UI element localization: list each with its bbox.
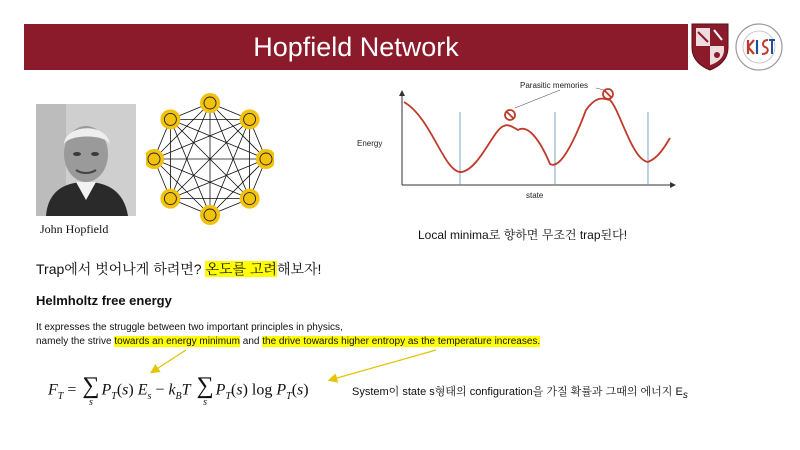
explanation-line-2 [36, 336, 540, 347]
network-node [160, 109, 180, 129]
explanation-line-1: It expresses the struggle between two important principles in physics, [36, 322, 343, 333]
formula-description-text: System이 state s형태의 configuration을 가질 확률과 그때의 에너지 E [352, 386, 683, 398]
no-entry-icon [603, 89, 613, 99]
no-entry-icon [505, 110, 515, 120]
formula-description-subscript: s [682, 390, 688, 402]
energy-minimum-highlight: towards an energy minimum [114, 336, 240, 347]
arrow-energy-term [152, 350, 186, 372]
trap-question [36, 259, 321, 279]
university-crest-logo [688, 22, 732, 72]
hopfield-network-graph [146, 90, 274, 228]
section-heading: Helmholtz free energy [36, 293, 172, 308]
network-node [240, 189, 260, 209]
energy-landscape-diagram [340, 78, 680, 218]
trap-text-end: 해보자! [276, 261, 322, 277]
network-node [160, 189, 180, 209]
energy-curve [404, 99, 670, 172]
kist-seal-logo [734, 22, 784, 72]
trap-text: Trap에서 벗어나게 하려면? [36, 261, 206, 277]
network-node [240, 109, 260, 129]
portrait-photo [36, 104, 136, 216]
x-axis-label: state [526, 191, 544, 200]
entropy-highlight: the drive towards higher entropy as the temperature increases. [262, 336, 541, 347]
trap-highlight: 온도를 고려 [205, 261, 277, 277]
y-axis-label: Energy [357, 139, 383, 148]
formula-description [352, 383, 688, 401]
helmholtz-formula: $F_T$ = ∑ s $P_T(s) E_s - k_BT$ ∑ s $P_T(s)$ $\log P_T(s)$ [48, 373, 309, 408]
explanation-text: and [239, 336, 263, 347]
photo-caption: John Hopfield [40, 222, 109, 236]
arrow-entropy-term [330, 350, 436, 380]
explanation-text: namely the strive [36, 336, 115, 347]
network-node [200, 93, 220, 113]
slide-title: Hopfield Network [253, 32, 459, 62]
annotation-label: Parasitic memories [520, 81, 589, 90]
network-node [200, 205, 220, 225]
local-minima-caption: Local minima로 향하면 무조건 trap된다! [418, 228, 628, 242]
